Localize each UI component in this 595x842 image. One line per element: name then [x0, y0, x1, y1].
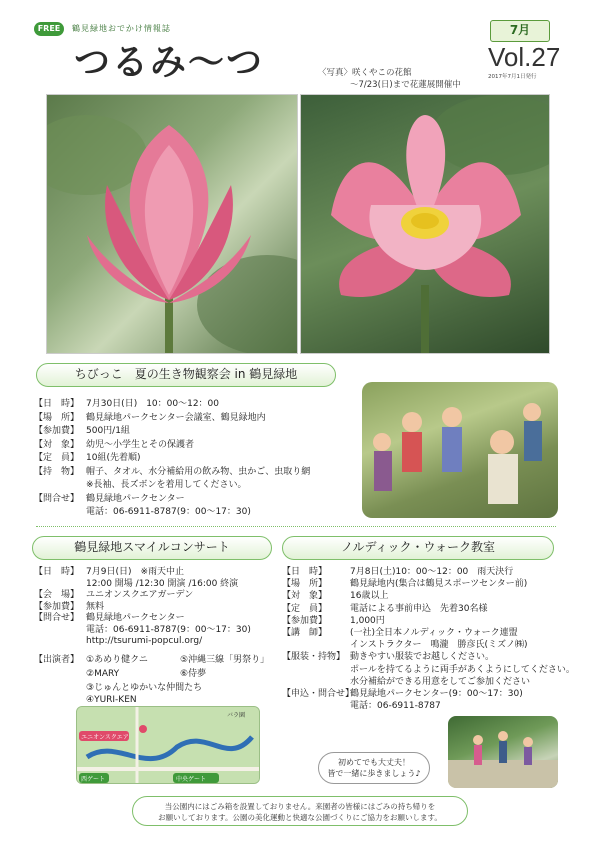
detail-value: インストラクター 鳴瀧 勝彦氏(ミズノ㈱)	[350, 640, 528, 651]
detail-row	[282, 590, 388, 602]
detail-value: 鶴見緑地パークセンター会議室、鶴見緑地内	[86, 412, 266, 423]
event2-title: 鶴見緑地スマイルコンサート	[32, 536, 272, 560]
detail-row	[34, 425, 130, 437]
detail-label: 【日 時】	[34, 567, 80, 577]
detail-value: 電話による事前申込 先着30名様	[350, 603, 488, 614]
detail-value: 無料	[86, 601, 105, 612]
kids-photo	[362, 382, 558, 518]
detail-row	[34, 412, 266, 424]
detail-row	[282, 676, 530, 688]
detail-label: 【定 員】	[282, 603, 328, 614]
detail-value: 10組(先着順)	[86, 453, 141, 463]
photo-caption-1: 〈写真〉咲くやこの花館	[318, 68, 412, 78]
detail-label: 【日 時】	[34, 399, 80, 409]
detail-value: ユニオンスクエアガーデン	[86, 590, 194, 600]
detail-row	[34, 506, 251, 518]
detail-label: 【対 象】	[282, 591, 328, 602]
detail-row	[34, 493, 185, 505]
detail-row	[34, 398, 219, 410]
detail-row	[34, 635, 202, 647]
detail-value: 16歳以上	[350, 591, 389, 602]
detail-row	[34, 566, 184, 578]
detail-label: 【定 員】	[34, 453, 80, 463]
walkers-illustration	[448, 716, 558, 788]
footer-notice	[132, 796, 468, 826]
detail-value: 動きやすい服装でお越しください。	[350, 652, 495, 663]
detail-row	[282, 688, 523, 700]
detail-row	[34, 601, 104, 613]
detail-label: 【持 物】	[34, 466, 80, 477]
detail-row	[34, 452, 140, 464]
detail-row	[282, 578, 527, 590]
footer-line-2: お願いしております。公園の美化運動と快適な公園づくりにご協力をお願いします。	[158, 813, 442, 822]
month-label: 7月	[490, 20, 550, 42]
detail-value: 幼児〜小学生とその保護者	[86, 439, 195, 450]
performer-3: ③じゅんとゆかいな仲間たち	[86, 683, 203, 693]
footer-line-1: 当公園内にはごみ箱を設置しておりません。来園者の皆様にはごみの持ち帰りを	[164, 802, 436, 811]
lotus-photo-left	[46, 94, 298, 354]
lotus-photo-right	[300, 94, 550, 354]
detail-label: 【問合せ】	[34, 493, 80, 504]
detail-row	[34, 466, 310, 478]
performer-6: ⑥侍夢	[180, 669, 207, 679]
performer-4: ④YURI-KEN	[86, 695, 137, 705]
detail-label: 【日 時】	[282, 567, 328, 577]
speech-bubble	[318, 752, 430, 784]
detail-row	[282, 627, 518, 639]
detail-label: 【場 所】	[34, 412, 80, 423]
volume-number: Vol.27	[488, 42, 561, 72]
issue-date: 2017年7月1日発行	[488, 74, 537, 80]
detail-value: ポールを持てるように両手があくようにしてください。	[350, 664, 575, 675]
detail-value: 帽子、タオル、水分補給用の飲み物、虫かご、虫取り網	[86, 466, 311, 477]
children-illustration	[362, 382, 558, 518]
detail-value: ※長袖、長ズボンを着用してください。	[86, 480, 247, 490]
detail-value: 500円/1組	[86, 426, 130, 436]
detail-value: 電話：06-6911-8787	[350, 701, 441, 712]
magazine-title: つるみ〜つ	[74, 42, 265, 83]
detail-row	[34, 589, 193, 601]
detail-label: 【講 師】	[282, 628, 328, 638]
lotus-bloom-illustration	[301, 95, 550, 354]
detail-row	[282, 700, 441, 712]
detail-row	[282, 664, 575, 676]
detail-value: 7月8日(土)10：00〜12：00 雨天決行	[350, 567, 514, 577]
detail-row	[34, 578, 238, 590]
event3-title: ノルディック・ウォーク教室	[282, 536, 554, 560]
detail-value: 電話：06-6911-8787(9：00〜17：30)	[86, 624, 251, 635]
detail-value: 鶴見緑地パークセンター	[86, 493, 185, 504]
detail-label: 【会 場】	[34, 590, 80, 600]
event1-title: ちびっこ 夏の生き物観察会 in 鶴見緑地	[36, 363, 336, 387]
map-union-label: ユニオンスクエア	[81, 734, 129, 741]
detail-label: 【参加費】	[34, 601, 80, 612]
detail-value: 12:00 開場 /12:30 開演 /16:00 終演	[86, 578, 239, 589]
bubble-line-2: 皆で一緒に歩きましょう♪	[327, 769, 421, 778]
map-west-gate: 西ゲート	[81, 776, 106, 783]
performer-2: ②MARY	[86, 669, 120, 679]
detail-label: 【問合せ】	[34, 613, 80, 623]
detail-row	[34, 624, 251, 636]
detail-label: 【参加費】	[34, 426, 80, 436]
performer-5: ⑤沖縄三線「男祭り」	[180, 655, 270, 665]
detail-row	[282, 566, 513, 578]
detail-value: 1,000円	[350, 615, 385, 626]
detail-value: 鶴見緑地内(集合は鶴見スポーツセンター前)	[350, 579, 528, 590]
detail-row	[282, 603, 487, 615]
free-badge: FREE	[34, 22, 64, 36]
detail-value: 7月30日(日) 10：00〜12：00	[86, 399, 220, 409]
nordic-walk-photo	[448, 716, 558, 788]
detail-row	[34, 439, 194, 451]
performer-1: ①あめり健クニ	[86, 655, 148, 665]
detail-value: 鶴見緑地パークセンター(9：00〜17：30)	[350, 689, 523, 699]
detail-value: (一社)全日本ノルディック・ウォーク連盟	[350, 628, 518, 638]
detail-label: 【申込・問合せ】	[282, 689, 355, 699]
detail-row	[34, 612, 185, 624]
detail-value: http://tsurumi-popcul.org/	[86, 636, 203, 646]
photo-caption-2: 〜7/23(日)まで花蓮展開催中	[350, 80, 461, 90]
detail-row	[282, 651, 494, 663]
park-map	[76, 706, 260, 784]
lotus-bud-illustration	[47, 95, 298, 354]
detail-value: 鶴見緑地パークセンター	[86, 613, 185, 623]
detail-label: 【対 象】	[34, 439, 80, 450]
detail-row	[282, 615, 385, 627]
map-central-gate: 中央ゲート	[176, 776, 207, 783]
performers-label: 【出演者】	[34, 655, 80, 665]
detail-label: 【参加費】	[282, 615, 328, 626]
detail-row	[34, 479, 247, 491]
map-rose-garden: バラ園	[227, 712, 246, 719]
detail-label: 【服装・持物】	[282, 652, 346, 663]
section-divider	[36, 526, 556, 527]
tagline: 鶴見緑地おでかけ情報誌	[72, 24, 171, 33]
detail-row	[282, 639, 528, 651]
detail-value: 7月9日(日) ※雨天中止	[86, 567, 185, 577]
bubble-line-1: 初めてでも大丈夫！	[338, 758, 410, 767]
detail-value: 電話：06-6911-8787(9：00〜17：30)	[86, 507, 251, 517]
detail-label: 【場 所】	[282, 579, 328, 590]
detail-value: 水分補給ができる用意をしてご参加ください	[350, 676, 531, 687]
